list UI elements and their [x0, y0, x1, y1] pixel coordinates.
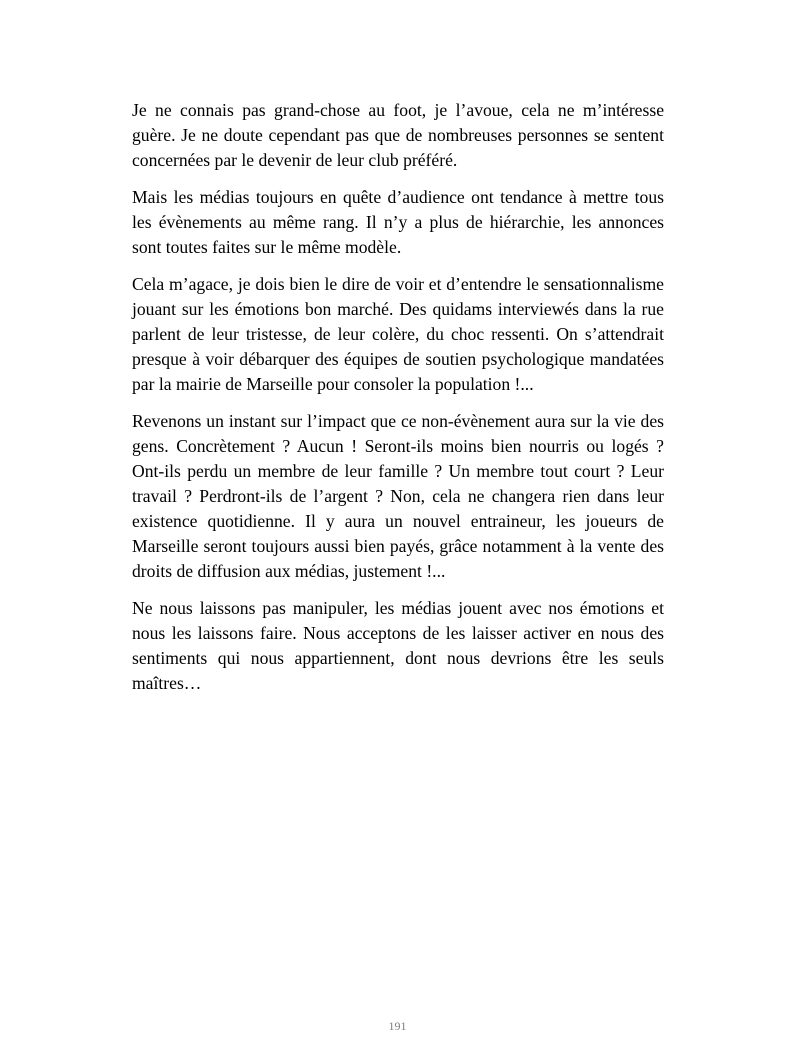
body-text	[132, 98, 664, 708]
paragraph: Mais les médias toujours en quête d’audience ont tendance à mettre tous les évènements au même rang. Il n’y a plus de hiérarchie, les annonces sont toutes faites sur le même modèle.	[132, 187, 664, 257]
paragraph: Cela m’agace, je dois bien le dire de voir et d’entendre le sensationnalisme jouant sur les émotions bon marché. Des quidams interviewés dans la rue parlent de leur tristesse, de leur colère, du choc ressenti. On s’attendrait presque à voir débarquer des équipes de soutien psychologique mandatées par la mairie de Marseille pour consoler la population !...	[132, 274, 664, 394]
paragraph: Revenons un instant sur l’impact que ce non-évènement aura sur la vie des gens. Concrètement ? Aucun ! Seront-ils moins bien nourris ou logés ? Ont-ils perdu un membre de leur famille ? Un membre tout court ? Leur travail ? Perdront-ils de l’argent ? Non, cela ne changera rien dans leur existence quotidienne. Il y aura un nouvel entraineur, les joueurs de Marseille seront toujours aussi bien payés, grâce notamment à la vente des droits de diffusion aux médias, justement !...	[132, 411, 664, 581]
paragraph: Ne nous laissons pas manipuler, les médias jouent avec nos émotions et nous les laissons faire. Nous acceptons de les laisser activer en nous des sentiments qui nous appartiennent, dont nous devrions être les seuls maîtres…	[132, 598, 664, 693]
paragraph: Je ne connais pas grand-chose au foot, je l’avoue, cela ne m’intéresse guère. Je ne doute cependant pas que de nombreuses personnes se sentent concernées par le devenir de leur club préféré.	[132, 100, 664, 170]
page-number: 191	[388, 1019, 407, 1033]
